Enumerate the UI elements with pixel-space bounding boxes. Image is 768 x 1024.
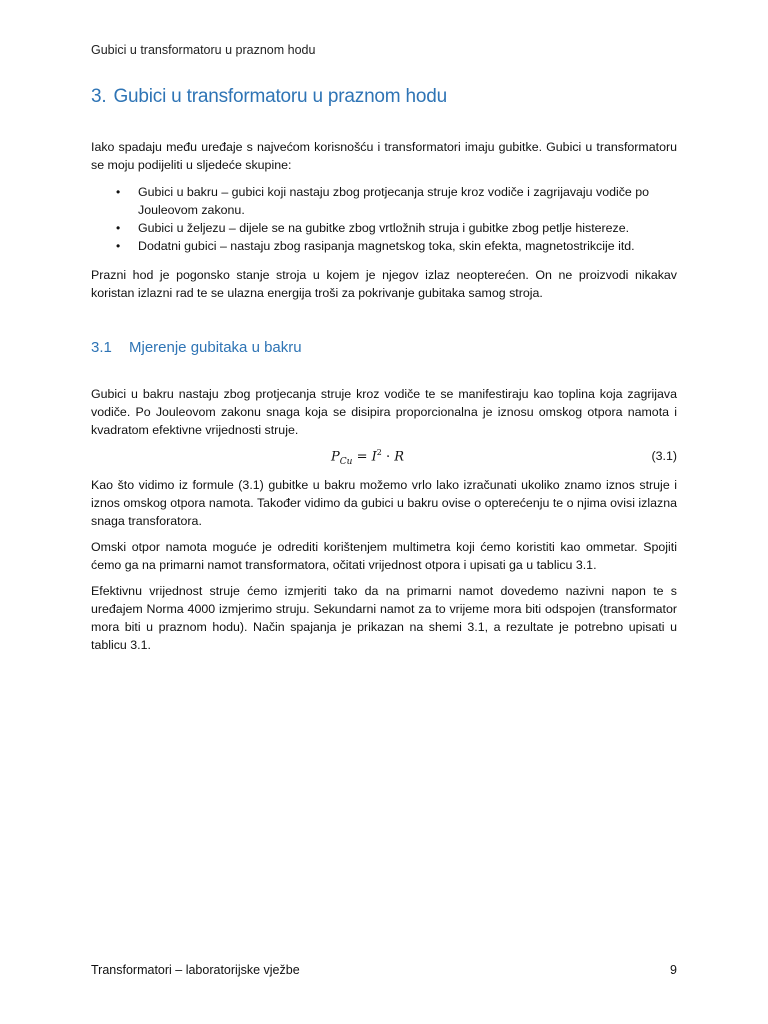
equation-resistance: R	[394, 449, 405, 465]
equation-lhs: P	[331, 449, 340, 465]
equation-dot: ·	[386, 449, 391, 465]
section-heading	[91, 339, 302, 356]
equation-exponent: 2	[376, 448, 382, 457]
loss-types-list	[91, 183, 677, 255]
current-measurement-paragraph: Efektivnu vrijednost struje ćemo izmjeriti tako da na primarni namot dovedemo nazivni napon te s uređajem Norma 4000 izmjerimo struju. Sekundarni namot za to vrijeme mora biti odspojen (transformator mora biti u praznom hodu). Način spajanja je prikazan na shemi 3.1, a rezultate je potrebno upisati u tablicu 3.1.	[91, 584, 677, 652]
list-item	[91, 183, 677, 219]
list-item-text: Gubici u bakru – gubici koji nastaju zbog protjecanja struje kroz vodiče i zagrijavaju vodiče po Jouleovom zakonu.	[138, 185, 650, 217]
equation-equals: =	[356, 449, 368, 465]
section-number: 3.1	[91, 339, 112, 356]
bullet-glyph: •	[116, 239, 121, 253]
section-title: Mjerenje gubitaka u bakru	[129, 339, 302, 356]
equation-3-1	[91, 448, 677, 468]
running-header: Gubici u transformatoru u praznom hodu	[91, 43, 316, 57]
chapter-title: Gubici u transformatoru u praznom hodu	[113, 86, 447, 107]
chapter-number: 3.	[91, 86, 107, 107]
list-item	[91, 219, 677, 237]
chapter-heading	[91, 86, 681, 108]
footer-title: Transformatori – laboratorijske vježbe	[91, 963, 300, 977]
equation-expression	[331, 448, 404, 467]
list-item-text: Gubici u željezu – dijele se na gubitke zbog vrtložnih struja i gubitke zbog petlje histereze.	[138, 221, 630, 235]
no-load-paragraph: Prazni hod je pogonsko stanje stroja u kojem je njegov izlaz neopterećen. On ne proizvodi nikakav koristan izlazni rad te se ulazna energija troši za pokrivanje gubitaka samog stroja.	[91, 268, 677, 300]
page-number: 9	[670, 963, 677, 977]
intro-paragraph: Iako spadaju među uređaje s najvećom korisnošću i transformatori imaju gubitke. Gubici u transformatoru se moju podijeliti u sljedeće skupine:	[91, 140, 677, 172]
bullet-glyph: •	[116, 185, 121, 199]
resistance-measurement-paragraph: Omski otpor namota moguće je odrediti korištenjem multimetra koji ćemo koristiti kao ommetar. Spojiti ćemo ga na primarni namot transformatora, očitati vrijednost otpora i upisati ga u tablicu 3.1.	[91, 540, 677, 572]
equation-lhs-subscript: Cu	[339, 456, 353, 467]
formula-explanation-paragraph: Kao što vidimo iz formule (3.1) gubitke u bakru možemo vrlo lako izračunati ukoliko znamo iznos struje i iznos omskog otpora namota. Također vidimo da gubici u bakru ovise o opterećenju te o njima ovisi izlazna snaga transforatora.	[91, 478, 677, 528]
list-item	[91, 237, 677, 255]
list-item-text: Dodatni gubici – nastaju zbog rasipanja magnetskog toka, skin efekta, magnetostrikcije itd.	[138, 239, 635, 253]
equation-number: (3.1)	[651, 449, 677, 463]
copper-loss-paragraph: Gubici u bakru nastaju zbog protjecanja struje kroz vodiče te se manifestiraju kao toplina koja zagrijava vodiče. Po Jouleovom zakonu snaga koja se disipira proporcionalna je iznosu omskog otpora namota i kvadratom efektivne vrijednosti struje.	[91, 387, 677, 437]
bullet-glyph: •	[116, 221, 121, 235]
equation-current: I	[371, 449, 377, 465]
